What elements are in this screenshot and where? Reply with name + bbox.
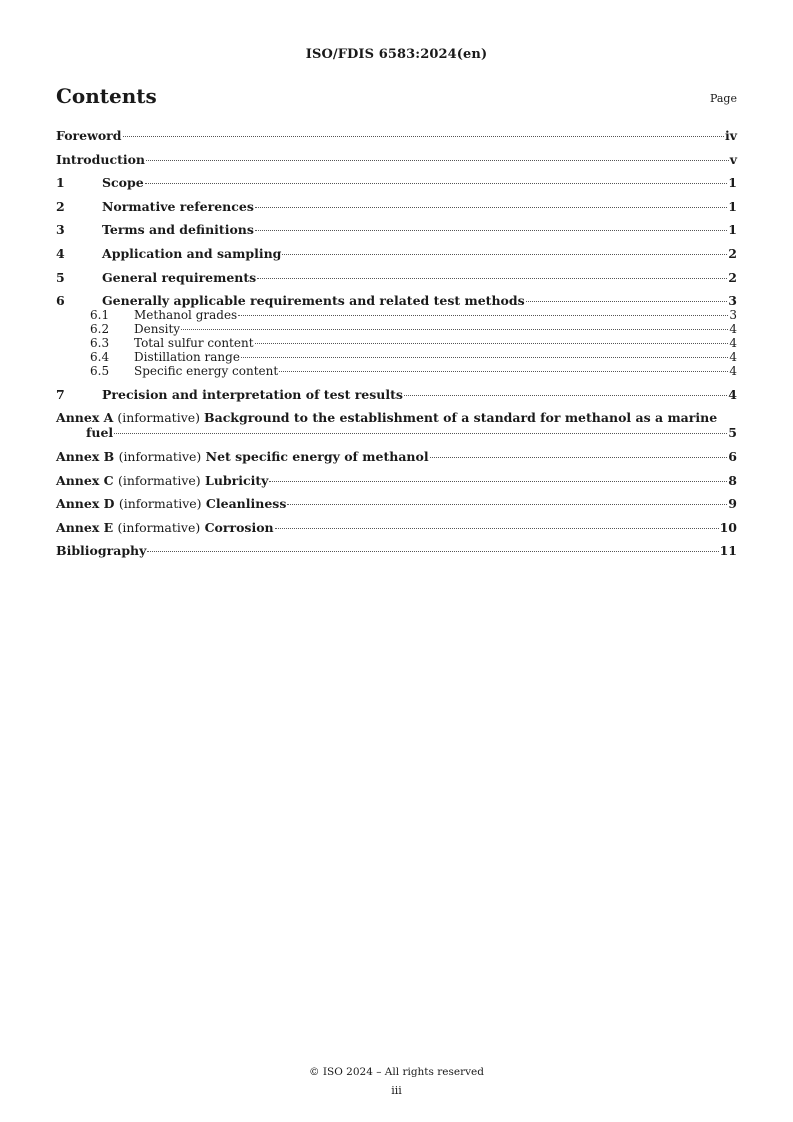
annex-label: Annex B bbox=[56, 448, 115, 464]
dot-leader bbox=[526, 301, 728, 302]
toc-entry-text: Terms and definitions bbox=[102, 222, 254, 238]
toc-page-number: 4 bbox=[729, 336, 737, 351]
toc-subentry-total-sulfur-content[interactable] bbox=[56, 336, 737, 350]
toc-entry-foreword[interactable] bbox=[56, 128, 737, 143]
toc-page-number: 4 bbox=[729, 350, 737, 365]
toc-subsection-number: 6.2 bbox=[90, 322, 110, 337]
toc-entry-precision-and-interpretation[interactable] bbox=[56, 387, 737, 402]
dot-leader bbox=[255, 230, 727, 231]
toc-subentry-specific-energy-content[interactable] bbox=[56, 364, 737, 378]
page-title: Contents bbox=[56, 84, 157, 108]
toc-entry-annex-b[interactable] bbox=[56, 449, 737, 464]
toc-entry-bibliography[interactable] bbox=[56, 543, 737, 558]
toc-subsection-number: 6.3 bbox=[90, 336, 110, 351]
dot-leader bbox=[279, 371, 728, 372]
copyright-footer: © ISO 2024 – All rights reserved bbox=[309, 1066, 484, 1078]
dot-leader bbox=[404, 395, 727, 396]
dot-leader bbox=[255, 343, 729, 344]
dot-leader bbox=[145, 183, 728, 184]
annex-title-continuation: fuel bbox=[86, 425, 114, 441]
toc-entry-generally-applicable-requirements[interactable] bbox=[56, 293, 737, 308]
dot-leader bbox=[430, 457, 728, 458]
table-of-contents bbox=[56, 128, 737, 558]
toc-entry-text: Total sulfur content bbox=[134, 336, 254, 351]
dot-leader bbox=[282, 254, 727, 255]
toc-page-number: 5 bbox=[728, 425, 737, 441]
annex-label: Annex D bbox=[56, 496, 115, 512]
toc-entry-general-requirements[interactable] bbox=[56, 270, 737, 285]
dot-leader bbox=[287, 504, 727, 505]
toc-page-number: 4 bbox=[728, 386, 737, 402]
toc-entry-text: Distillation range bbox=[134, 350, 240, 365]
toc-entry-text: Specific energy content bbox=[134, 364, 279, 379]
toc-page-number: 10 bbox=[719, 519, 737, 535]
toc-entry-text: Density bbox=[134, 322, 181, 337]
toc-page-number: 3 bbox=[728, 293, 737, 309]
annex-label: Annex A bbox=[56, 410, 114, 426]
toc-page-number: 3 bbox=[729, 308, 737, 323]
toc-entry-text: Foreword bbox=[56, 128, 122, 143]
toc-entry-text: General requirements bbox=[102, 269, 257, 285]
toc-page-number: v bbox=[729, 151, 737, 167]
toc-subentry-distillation-range[interactable] bbox=[56, 350, 737, 364]
annex-title: Cleanliness bbox=[205, 496, 287, 512]
toc-page-number: 1 bbox=[728, 198, 737, 214]
toc-page-number: 2 bbox=[728, 269, 737, 285]
toc-page-number: 4 bbox=[729, 322, 737, 337]
toc-section-number: 4 bbox=[56, 245, 65, 261]
dot-leader bbox=[123, 136, 724, 137]
annex-type: (informative) bbox=[117, 410, 201, 426]
toc-entry-text: Scope bbox=[102, 175, 144, 191]
annex-type: (informative) bbox=[118, 448, 202, 464]
dot-leader bbox=[146, 160, 729, 161]
toc-page-number: 1 bbox=[728, 175, 737, 191]
toc-entry-text: Bibliography bbox=[56, 543, 147, 559]
dot-leader bbox=[181, 329, 728, 330]
annex-type: (informative) bbox=[117, 472, 201, 488]
toc-page-number: 8 bbox=[728, 472, 737, 488]
toc-section-number: 6 bbox=[56, 293, 65, 309]
toc-page-number: 9 bbox=[728, 496, 737, 512]
toc-section-number: 5 bbox=[56, 269, 65, 285]
dot-leader bbox=[275, 528, 719, 529]
annex-title: Net specific energy of methanol bbox=[205, 448, 429, 464]
toc-page-number: 11 bbox=[719, 543, 737, 559]
toc-section-number: 2 bbox=[56, 198, 65, 214]
toc-entry-text: Generally applicable requirements and related test methods bbox=[102, 293, 525, 309]
dot-leader bbox=[114, 433, 727, 434]
toc-entry-annex-a[interactable] bbox=[56, 410, 737, 440]
toc-subsection-number: 6.4 bbox=[90, 350, 110, 365]
annex-title: Lubricity bbox=[205, 472, 269, 488]
toc-page-number: 2 bbox=[728, 245, 737, 261]
toc-page-number: 1 bbox=[728, 222, 737, 238]
toc-section-number: 7 bbox=[56, 386, 65, 402]
annex-title: Corrosion bbox=[204, 519, 274, 535]
toc-entry-introduction[interactable] bbox=[56, 152, 737, 167]
toc-subsection-number: 6.5 bbox=[90, 364, 110, 379]
dot-leader bbox=[255, 207, 727, 208]
toc-entry-annex-e[interactable] bbox=[56, 520, 737, 535]
toc-subentry-density[interactable] bbox=[56, 322, 737, 336]
toc-entry-normative-references[interactable] bbox=[56, 199, 737, 214]
toc-page-number: iv bbox=[724, 128, 737, 143]
toc-entry-terms-and-definitions[interactable] bbox=[56, 222, 737, 237]
annex-title: Background to the establishment of a standard for methanol as a marine bbox=[204, 410, 718, 426]
toc-page-number: 4 bbox=[729, 364, 737, 379]
toc-page-number: 6 bbox=[728, 448, 737, 464]
dot-leader bbox=[269, 481, 727, 482]
toc-entry-application-and-sampling[interactable] bbox=[56, 246, 737, 261]
dot-leader bbox=[147, 551, 718, 552]
annex-type: (informative) bbox=[118, 496, 202, 512]
title-row bbox=[56, 84, 737, 112]
toc-subsection-number: 6.1 bbox=[90, 308, 110, 323]
toc-entry-text: Introduction bbox=[56, 151, 146, 167]
toc-entry-text: Normative references bbox=[102, 198, 254, 214]
toc-entry-text: Methanol grades bbox=[134, 308, 238, 323]
document-header: ISO/FDIS 6583:2024(en) bbox=[305, 47, 488, 62]
toc-section-number: 1 bbox=[56, 175, 65, 191]
dot-leader bbox=[257, 278, 727, 279]
annex-label: Annex C bbox=[56, 472, 114, 488]
dot-leader bbox=[238, 315, 728, 316]
toc-entry-annex-d[interactable] bbox=[56, 496, 737, 511]
toc-subentry-methanol-grades[interactable] bbox=[56, 308, 737, 322]
annex-type: (informative) bbox=[117, 519, 201, 535]
toc-entry-text: Application and sampling bbox=[102, 245, 282, 261]
toc-entry-text: Precision and interpretation of test results bbox=[102, 386, 403, 402]
toc-entry-scope[interactable] bbox=[56, 175, 737, 190]
annex-label: Annex E bbox=[56, 519, 114, 535]
toc-entry-annex-c[interactable] bbox=[56, 473, 737, 488]
dot-leader bbox=[241, 357, 728, 358]
page-number: iii bbox=[391, 1084, 402, 1097]
page-column-label: Page bbox=[709, 92, 737, 105]
toc-section-number: 3 bbox=[56, 222, 65, 238]
